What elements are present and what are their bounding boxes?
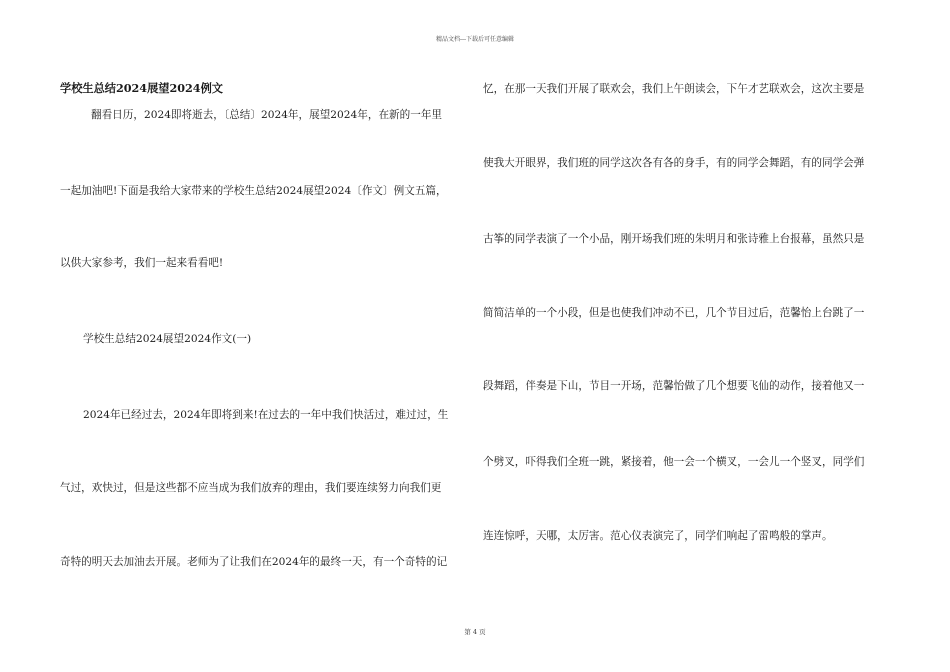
document-title: 学校生总结2024展望2024例文	[60, 81, 223, 95]
paragraph-line: 忆，在那一天我们开展了联欢会，我们上午朗读会，下午才艺联欢会，这次主要是	[483, 83, 865, 95]
paragraph-line: 以供大家参考，我们一起来看看吧!	[60, 257, 224, 269]
paragraph-line: 2024年已经过去，2024年即将到来!在过去的一年中我们快活过，难过过，生	[83, 409, 449, 421]
page-number: 第 4 页	[464, 628, 486, 636]
paragraph-line: 连连惊呼，天哪，太厉害。范心仪表演完了，同学们响起了雷鸣般的掌声。	[483, 530, 833, 542]
section-heading: 学校生总结2024展望2024作文(一)	[83, 333, 252, 345]
paragraph-line: 气过，欢快过，但是这些都不应当成为我们放弃的理由，我们要连续努力向我们更	[60, 482, 442, 494]
paragraph-line: 使我大开眼界，我们班的同学这次各有各的身手，有的同学会舞蹈，有的同学会弹	[483, 157, 865, 169]
page-header: 精品文档---下载后可任意编辑	[435, 36, 515, 43]
paragraph-line: 段舞蹈，伴奏是下山，节目一开场，范馨怡做了几个想要飞仙的动作，接着他又一	[483, 380, 865, 392]
paragraph-line: 简简洁单的一个小段，但是也使我们冲动不已，几个节目过后，范馨怡上台跳了一	[483, 307, 865, 319]
paragraph-line: 奇特的明天去加油去开展。老师为了让我们在2024年的最终一天，有一个奇特的记	[60, 556, 448, 568]
paragraph-line: 翻看日历，2024即将逝去，〔总结〕2024年，展望2024年，在新的一年里	[91, 109, 443, 121]
paragraph-line: 一起加油吧!下面是我给大家带来的学校生总结2024展望2024〔作文〕例文五篇，	[60, 185, 447, 197]
paragraph-line: 古筝的同学表演了一个小品，刚开场我们班的朱明月和张诗雅上台报幕，虽然只是	[483, 233, 865, 245]
paragraph-line: 个劈叉，吓得我们全班一跳，紧接着，他一会一个横叉，一会儿一个竖叉，同学们	[483, 456, 865, 468]
